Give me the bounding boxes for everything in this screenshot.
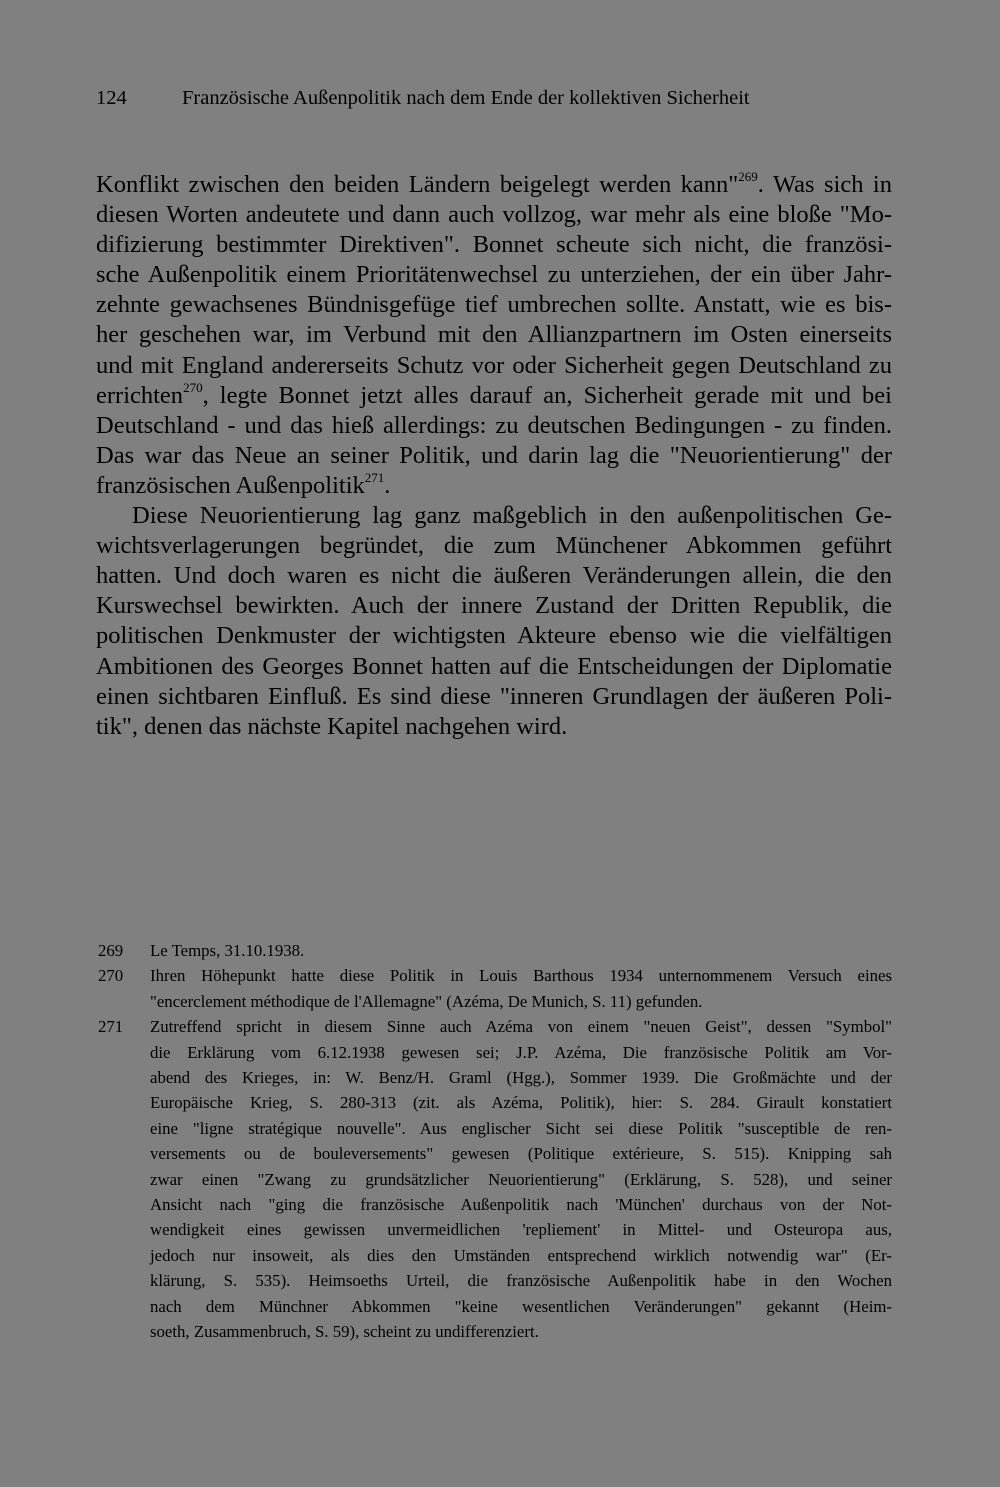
footnote-line: versements ou de bouleversements" gewesen (Politique extérieure, S. 515). Knipping sah (150, 1144, 892, 1164)
text-segment: . (384, 471, 391, 499)
footnote-line: abend des Krieges, in: W. Benz/H. Graml (Hgg.), Sommer 1939. Die Großmächte und der (150, 1068, 892, 1088)
text-line (96, 411, 892, 441)
footnote-269 (98, 938, 892, 963)
text-line: wichtsverlagerungen begründet, die zum Münchener Abkommen geführt (96, 532, 892, 560)
footnote-line: klärung, S. 535). Heimsoeths Urteil, die französische Außenpolitik habe in den Wochen (150, 1271, 892, 1291)
text-segment: errichten (96, 381, 184, 409)
footnote-line: "encerclement méthodique de l'Allemagne" (Azéma, De Munich, S. 11) gefunden. (150, 991, 703, 1011)
footnote-line: nach dem Münchner Abkommen "keine wesentlichen Veränderungen" gekannt (Heim- (150, 1296, 892, 1316)
text-line (96, 351, 892, 381)
footnote-number: 271 (98, 1017, 124, 1037)
footnote-line: zwar einen "Zwang zu grundsätzlicher Neuorientierung" (Erklärung, S. 528), und seiner (150, 1169, 892, 1189)
text-line (96, 290, 892, 320)
footnote-ref: 270 (183, 379, 203, 395)
footnote-line: Zutreffend spricht in diesem Sinne auch Azéma von einem "neuen Geist", dessen "Symbol" (150, 1017, 892, 1037)
text-segment: . Was sich in (757, 171, 892, 198)
text-segment: difizierung bestimmter Direktiven". Bonnet scheute sich nicht, die französi- (96, 231, 892, 259)
footnote-line: jedoch nur insoweit, als dies den Umständen entsprechend wirklich notwendig war" (Er- (150, 1245, 892, 1265)
text-line: Kurswechsel bewirkten. Auch der innere Zustand der Dritten Republik, die (96, 592, 892, 620)
page-number: 124 (96, 87, 127, 109)
paragraph-2 (96, 501, 892, 742)
text-line: Diese Neuorientierung lag ganz maßgeblich in den außenpolitischen Ge- (132, 502, 892, 530)
text-line: Ambitionen des Georges Bonnet hatten auf die Entscheidungen der Diplomatie (96, 652, 892, 680)
text-line (96, 441, 892, 471)
footnote-number: 270 (98, 966, 124, 986)
footnote-ref: 271 (364, 469, 385, 485)
paragraph-1 (96, 170, 892, 501)
text-line: tik", denen das nächste Kapitel nachgehen wird. (96, 712, 568, 740)
text-line (96, 320, 892, 350)
text-line (96, 260, 892, 290)
text-segment: diesen Worten andeutete und dann auch vollzog, war mehr als eine bloße "Mo- (96, 201, 892, 229)
text-line: einen sichtbaren Einfluß. Es sind diese "inneren Grundlagen der äußeren Poli- (96, 682, 892, 710)
text-line (96, 381, 892, 411)
footnote-line: Ihren Höhepunkt hatte diese Politik in Louis Barthous 1934 unternommenem Versuch eines (150, 966, 892, 986)
text-segment: Das war das Neue an seiner Politik, und darin lag die "Neuorientierung" der (96, 441, 892, 469)
footnote-271 (98, 1014, 892, 1344)
footnote-line: Europäische Krieg, S. 280-313 (zit. als Azéma, Politik), hier: S. 284. Girault konstatiert (150, 1093, 892, 1113)
footnote-line: Le Temps, 31.10.1938. (150, 941, 305, 960)
footnote-270 (98, 963, 892, 1014)
footnote-line: Ansicht nach "ging die französische Außenpolitik nach 'München' durchaus von der Not- (150, 1195, 892, 1215)
footnote-number: 269 (98, 941, 124, 960)
running-title: Französische Außenpolitik nach dem Ende der kollektiven Sicherheit (182, 87, 750, 109)
footnote-ref: 269 (738, 168, 758, 184)
text-segment: her geschehen war, im Verbund mit den Allianzpartnern im Osten einerseits (96, 321, 892, 349)
text-segment: Konflikt zwischen den beiden Ländern beigelegt werden kann" (96, 171, 739, 198)
running-head (96, 84, 904, 112)
footnote-line: die Erklärung vom 6.12.1938 gewesen sei; J.P. Azéma, Die französische Politik am Vor- (150, 1042, 892, 1062)
text-segment: zehnte gewachsenes Bündnisgefüge tief umbrechen sollte. Anstatt, wie es bis- (96, 291, 892, 319)
footnotes (98, 938, 892, 1345)
text-segment: und mit England andererseits Schutz vor oder Sicherheit gegen Deutschland zu (96, 351, 892, 379)
text-line (96, 230, 892, 260)
text-segment: sche Außenpolitik einem Prioritätenwechsel zu unterziehen, der ein über Jahr- (96, 261, 892, 289)
text-line (96, 170, 892, 200)
footnote-line: soeth, Zusammenbruch, S. 59), scheint zu undifferenziert. (150, 1322, 539, 1342)
text-line (96, 200, 892, 230)
main-text (96, 170, 892, 742)
text-line: politischen Denkmuster der wichtigsten Akteure ebenso wie die vielfältigen (96, 622, 892, 650)
text-line (96, 471, 892, 501)
footnote-line: wendigkeit eines gewissen unvermeidlichen 'repliement' in Mittel- und Osteuropa aus, (150, 1220, 892, 1240)
text-segment: französischen Außenpolitik (96, 471, 365, 499)
text-segment: , legte Bonnet jetzt alles darauf an, Sicherheit gerade mit und bei (202, 381, 892, 409)
text-line: hatten. Und doch waren es nicht die äußeren Veränderungen allein, die den (96, 562, 892, 590)
text-segment: Deutschland - und das hieß allerdings: zu deutschen Bedingungen - zu finden. (96, 411, 892, 439)
footnote-line: eine "ligne stratégique nouvelle". Aus englischer Sicht sei diese Politik "susceptible de ren- (150, 1118, 892, 1138)
